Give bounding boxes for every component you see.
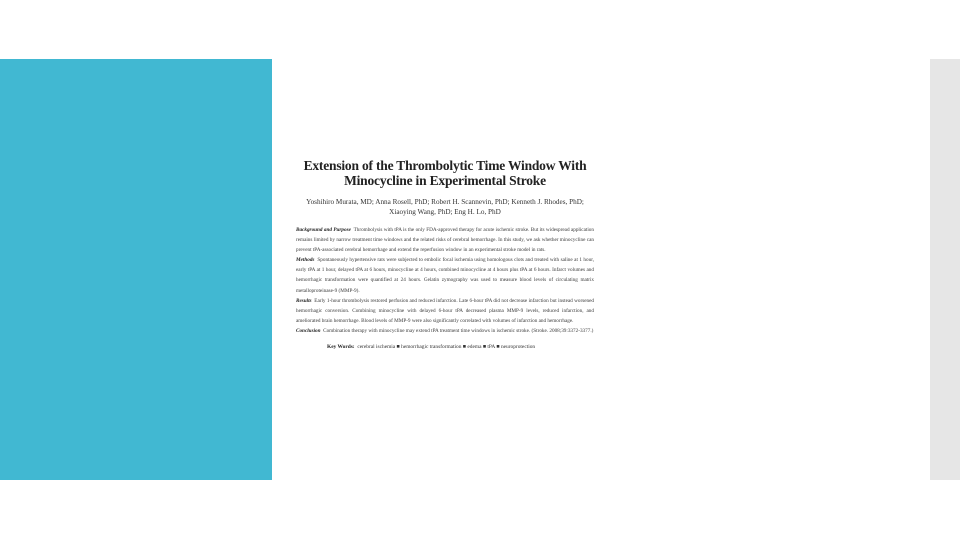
- paper-authors-line1: Yoshihiro Murata, MD; Anna Rosell, PhD; Robert H. Scannevin, PhD; Kenneth J. Rhodes, PhD;: [306, 198, 584, 206]
- section-heading: Methods: [296, 257, 315, 264]
- section-text: Early 1-hour thrombolysis restored perfusion and reduced infarction. Late 6-hour tPA did not decrease infarction but instead worsened hemorrhagic conversion. Combining minocycline with delayed 6-hour tPA decreased plasma MMP-9 levels, reduced infarction, and ameliorated brain hemorrhage. Blood levels of MMP-9 were also significantly correlated with volumes of infarction and hemorrhage.: [296, 297, 595, 324]
- section-text: Thrombolysis with tPA is the only FDA-approved therapy for acute ischemic stroke. But its widespread application remains limited by narrow treatment time windows and the related risks of cerebral hemorrhage. In this study, we ask whether minocycline can prevent tPA-associated cerebral hemorrhage and extend the reperfusion window in an experimental stroke model in rats.: [296, 227, 594, 254]
- teal-accent-panel: [0, 59, 272, 480]
- abstract-conclusion: [296, 326, 594, 336]
- section-heading: Conclusion: [296, 327, 321, 334]
- section-text: Combination therapy with minocycline may extend tPA treatment time windows in ischemic stroke. (Stroke. 2008;39:3372-3377.): [323, 327, 594, 334]
- section-text: Spontaneously hypertensive rats were subjected to embolic focal ischemia using homologous clots and treated with saline at 1 hour, early tPA at 1 hour, delayed tPA at 6 hours, minocycline at 4 hours, combined minocycline at 4 hours plus tPA at 6 hours. Infarct volumes and hemorrhagic transformation were quantified at 24 hours. Gelatin zymography was used to measure blood levels of circulating matrix metalloproteinase-9 (MMP-9).: [296, 257, 595, 294]
- key-words-text: cerebral ischemia ■ hemorrhagic transformation ■ edema ■ tPA ■ neuroprotection: [357, 344, 536, 351]
- paper-authors: [294, 197, 596, 217]
- paper-authors-line2: Xiaoying Wang, PhD; Eng H. Lo, PhD: [389, 208, 501, 216]
- paper-title-line2: Minocycline in Experimental Stroke: [344, 173, 546, 188]
- key-words: [294, 343, 596, 352]
- abstract-results: [296, 296, 594, 326]
- paper-title-line1: Extension of the Thrombolytic Time Window With: [303, 158, 587, 173]
- key-words-label: Key Words:: [327, 344, 355, 351]
- abstract-methods: [296, 255, 594, 295]
- paper-abstract-image: [294, 158, 596, 400]
- gray-side-bar: [930, 59, 960, 480]
- abstract-background: [296, 225, 594, 255]
- section-heading: Results: [296, 297, 312, 304]
- paper-title: [294, 158, 596, 188]
- section-heading: Background and Purpose: [296, 227, 351, 233]
- abstract-body: [294, 225, 596, 336]
